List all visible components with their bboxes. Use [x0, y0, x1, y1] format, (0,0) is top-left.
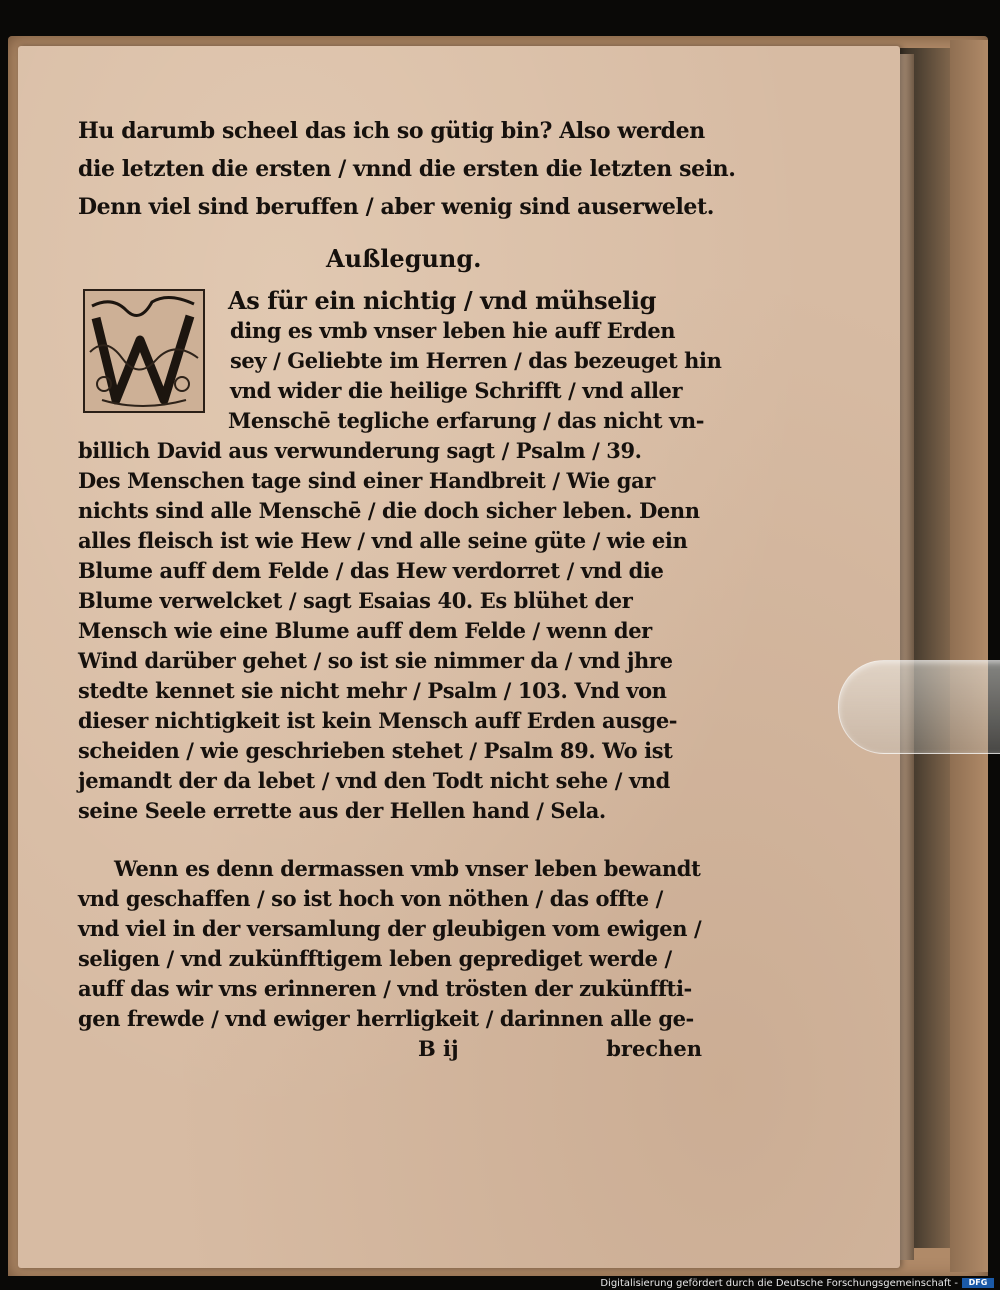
- text-line: Blume auff dem Felde / das Hew verdorret / vnd die: [78, 558, 664, 583]
- text-line: alles fleisch ist wie Hew / vnd alle seine güte / wie ein: [78, 528, 688, 553]
- page-footer: [78, 1034, 708, 1064]
- text-line: As für ein nichtig / vnd mühselig: [228, 286, 656, 315]
- text-line: Wenn es denn dermassen vmb vnser leben bewandt: [114, 856, 701, 881]
- text-line: seine Seele errette aus der Hellen hand / Sela.: [78, 798, 606, 823]
- text-line: seligen / vnd zukünfftigem leben geprediget werde /: [78, 946, 672, 971]
- digitization-credit: Digitalisierung gefördert durch die Deutsche Forschungsgemeinschaft -: [600, 1278, 958, 1289]
- text-line: vnd viel in der versamlung der gleubigen vom ewigen /: [78, 916, 702, 941]
- signature-mark: B ij: [418, 1036, 459, 1061]
- dfg-logo: DFG: [962, 1278, 994, 1288]
- text-line: vnd wider die heilige Schrifft / vnd aller: [230, 378, 683, 403]
- text-line: Des Menschen tage sind einer Handbreit / Wie gar: [78, 468, 655, 493]
- text-line: gen frewde / vnd ewiger herrligkeit / darinnen alle ge-: [78, 1006, 694, 1031]
- text-line: Menschē tegliche erfarung / das nicht vn-: [228, 408, 705, 433]
- top-passage: [78, 112, 736, 226]
- text-line: scheiden / wie geschrieben stehet / Psalm 89. Wo ist: [78, 738, 673, 763]
- text-line: vnd geschaffen / so ist hoch von nöthen / das offte /: [78, 886, 663, 911]
- text-line: ding es vmb vnser leben hie auff Erden: [230, 318, 676, 343]
- text-line: jemandt der da lebet / vnd den Todt nicht sehe / vnd: [78, 768, 670, 793]
- text-line: auff das wir vns erinneren / vnd trösten der zukünffti-: [78, 976, 692, 1001]
- text-line: die letzten die ersten / vnnd die ersten die letzten sein.: [78, 156, 736, 182]
- text-line: Wind darüber gehet / so ist sie nimmer da / vnd jhre: [78, 648, 673, 673]
- page-text-block: [78, 112, 736, 1064]
- decorated-initial-W: [82, 288, 206, 414]
- text-line: Mensch wie eine Blume auff dem Felde / wenn der: [78, 618, 652, 643]
- text-line: nichts sind alle Menschē / die doch sicher leben. Denn: [78, 498, 700, 523]
- text-line: sey / Geliebte im Herren / das bezeuget hin: [230, 348, 722, 373]
- text-line: stedte kennet sie nicht mehr / Psalm / 103. Vnd von: [78, 678, 667, 703]
- text-line: Denn viel sind beruffen / aber wenig sind auserwelet.: [78, 194, 715, 220]
- paragraph-1: [78, 286, 722, 826]
- text-line: Hu darumb scheel das ich so gütig bin? Also werden: [78, 118, 705, 144]
- catchword: brechen: [606, 1036, 702, 1061]
- cover-edge: [950, 40, 988, 1272]
- text-line: billich David aus verwunderung sagt / Psalm / 39.: [78, 438, 642, 463]
- paragraph-2: [78, 854, 708, 1034]
- text-line: Blume verwelcket / sagt Esaias 40. Es blühet der: [78, 588, 633, 613]
- section-heading: Außlegung.: [326, 244, 482, 273]
- glass-page-weight: [838, 660, 1000, 754]
- text-line: dieser nichtigkeit ist kein Mensch auff Erden ausge-: [78, 708, 678, 733]
